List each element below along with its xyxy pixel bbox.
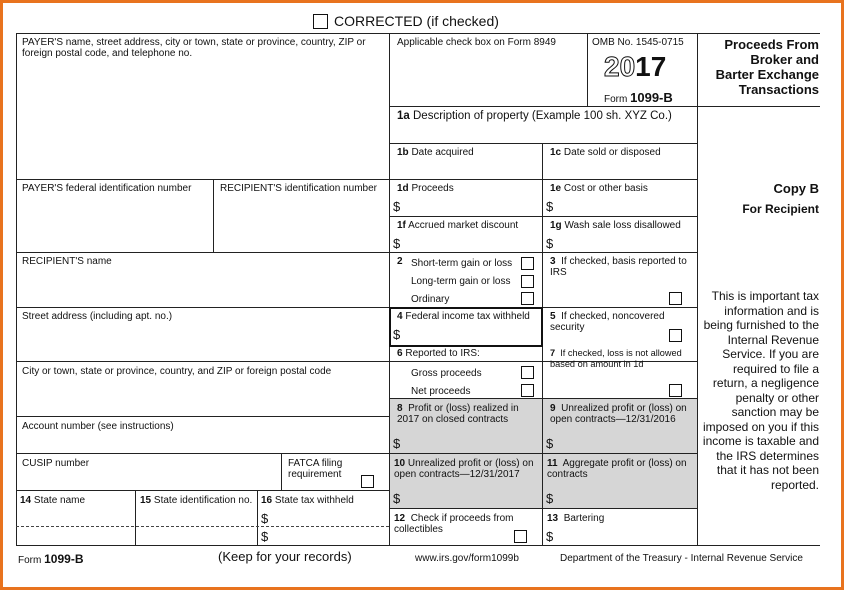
box-8-dollar: $ bbox=[393, 436, 401, 451]
corrected-label: CORRECTED (if checked) bbox=[334, 13, 499, 29]
omb-label: OMB No. 1545-0715 bbox=[592, 37, 684, 48]
box-16-dollar-2: $ bbox=[261, 529, 269, 544]
footer-url: www.irs.gov/form1099b bbox=[415, 553, 519, 564]
account-label: Account number (see instructions) bbox=[22, 421, 174, 432]
title-divider bbox=[697, 33, 698, 106]
box-15-label: 15 State identification no. bbox=[140, 495, 253, 506]
fatca-checkbox[interactable] bbox=[361, 475, 374, 488]
box-13-label: 13 Bartering bbox=[547, 513, 605, 524]
for-recipient-label: For Recipient bbox=[742, 202, 819, 216]
recipient-tin-label: RECIPIENT'S identification number bbox=[220, 183, 377, 194]
line-1a-top bbox=[389, 106, 820, 107]
box-7-checkbox[interactable] bbox=[669, 384, 682, 397]
box-1g-label: 1g Wash sale loss disallowed bbox=[550, 220, 681, 231]
form8949-label: Applicable check box on Form 8949 bbox=[397, 37, 556, 48]
box-2-long-label: Long-term gain or loss bbox=[411, 276, 511, 287]
form-title: Proceeds From Broker and Barter Exchange Transactions bbox=[715, 37, 819, 97]
box-3-checkbox[interactable] bbox=[669, 292, 682, 305]
omb-divider bbox=[587, 33, 588, 106]
box-4-label: 4 Federal income tax withheld bbox=[397, 311, 530, 322]
box-2-number: 2 bbox=[397, 256, 403, 267]
box-5-label: 5 If checked, noncovered security bbox=[550, 311, 665, 333]
box-2-ordinary-checkbox[interactable] bbox=[521, 292, 534, 305]
recipient-name-label: RECIPIENT'S name bbox=[22, 256, 112, 267]
fatca-label: FATCA filing requirement bbox=[288, 458, 343, 480]
box-9-label: 9 Unrealized profit or (loss) on open contracts—12/31/2016 bbox=[550, 403, 687, 425]
footer-keep-records: (Keep for your records) bbox=[218, 549, 352, 564]
footer-form-name: Form 1099-B bbox=[18, 552, 84, 566]
box-1d-label: 1d Proceeds bbox=[397, 183, 454, 194]
line-14-top bbox=[16, 490, 389, 491]
box-11-label: 11 Aggregate profit or (loss) on contracts bbox=[547, 458, 687, 480]
box-2-long-checkbox[interactable] bbox=[521, 275, 534, 288]
cusip-label: CUSIP number bbox=[22, 458, 90, 469]
form-left-line bbox=[16, 33, 17, 545]
box-7-label: 7 If checked, loss is not allowed based on amount in 1d bbox=[550, 348, 682, 369]
box-9-dollar: $ bbox=[546, 436, 554, 451]
box-1g-dollar: $ bbox=[546, 236, 554, 251]
box-1e-label: 1e Cost or other basis bbox=[550, 183, 648, 194]
corrected-checkbox[interactable] bbox=[313, 14, 328, 29]
box-1c-label: 1c Date sold or disposed bbox=[550, 147, 661, 158]
line-1b-top bbox=[389, 143, 697, 144]
state-divider-2 bbox=[257, 490, 258, 545]
city-label: City or town, state or province, country, and ZIP or foreign postal code bbox=[22, 366, 332, 377]
street-label: Street address (including apt. no.) bbox=[22, 311, 173, 322]
fatca-divider bbox=[281, 453, 282, 490]
line-2-top bbox=[16, 252, 697, 253]
box-12-checkbox[interactable] bbox=[514, 530, 527, 543]
box-2-ordinary-label: Ordinary bbox=[411, 294, 450, 305]
box-3-label: 3 If checked, basis reported to IRS bbox=[550, 256, 687, 278]
box-10-label: 10 Unrealized profit or (loss) on open contracts—12/31/2017 bbox=[394, 458, 534, 480]
box-13-dollar: $ bbox=[546, 529, 554, 544]
box-6-net-checkbox[interactable] bbox=[521, 384, 534, 397]
box-6-gross-checkbox[interactable] bbox=[521, 366, 534, 379]
payer-tin-label: PAYER'S federal identification number bbox=[22, 183, 192, 194]
box-1f-dollar: $ bbox=[393, 236, 401, 251]
line-1f-top bbox=[389, 216, 697, 217]
line-12-top bbox=[389, 508, 697, 509]
box-16-dollar-1: $ bbox=[261, 511, 269, 526]
box-4-dollar: $ bbox=[393, 327, 401, 342]
box-8-label: 8 Profit or (loss) realized in 2017 on closed contracts bbox=[397, 403, 519, 425]
box-1d-dollar: $ bbox=[393, 199, 401, 214]
form-name-header: Form 1099-B bbox=[604, 90, 673, 105]
box-1b-label: 1b Date acquired bbox=[397, 147, 474, 158]
copy-b-label: Copy B bbox=[773, 181, 819, 196]
box-1e-dollar: $ bbox=[546, 199, 554, 214]
box-10-dollar: $ bbox=[393, 491, 401, 506]
box-12-label: 12 Check if proceeds from collectibles bbox=[394, 513, 514, 535]
state-row-divider bbox=[16, 526, 389, 527]
state-divider-1 bbox=[135, 490, 136, 545]
box-6-gross-label: Gross proceeds bbox=[411, 368, 482, 379]
footer-department: Department of the Treasury - Internal Revenue Service bbox=[560, 553, 803, 564]
box-16-label: 16 State tax withheld bbox=[261, 495, 354, 506]
box-1f-label: 1f Accrued market discount bbox=[397, 220, 519, 231]
box-6-label: 6 Reported to IRS: bbox=[397, 348, 480, 359]
box-14-label: 14 State name bbox=[20, 495, 86, 506]
payer-name-label: PAYER'S name, street address, city or town, state or province, country, ZIP or foreign postal code, and telephone no. bbox=[22, 37, 366, 59]
tax-year-outline: 20 bbox=[604, 51, 636, 82]
right-col-divider bbox=[697, 106, 698, 545]
form-bottom-line bbox=[16, 545, 820, 546]
box-2-short-label: Short-term gain or loss bbox=[411, 258, 513, 269]
tax-year-bold: 17 bbox=[635, 51, 667, 82]
form-top-line bbox=[16, 33, 820, 34]
box-11-dollar: $ bbox=[546, 491, 554, 506]
box-1a-label: 1a Description of property (Example 100 sh. XYZ Co.) bbox=[397, 110, 672, 122]
tin-divider bbox=[213, 179, 214, 252]
line-4-top bbox=[16, 307, 697, 308]
tax-year bbox=[604, 52, 666, 82]
box-6-net-label: Net proceeds bbox=[411, 386, 471, 397]
recipient-notice: This is important tax information and is being furnished to the Internal Revenue Service. If you are required to file a return, a negligence penalty or other sanction may be imposed on you if this income is taxable and the IRS determines that it has not been reported. bbox=[702, 289, 819, 492]
line-1d-top bbox=[16, 179, 697, 180]
box-2-short-checkbox[interactable] bbox=[521, 257, 534, 270]
line-account-top bbox=[16, 416, 389, 417]
box-5-checkbox[interactable] bbox=[669, 329, 682, 342]
